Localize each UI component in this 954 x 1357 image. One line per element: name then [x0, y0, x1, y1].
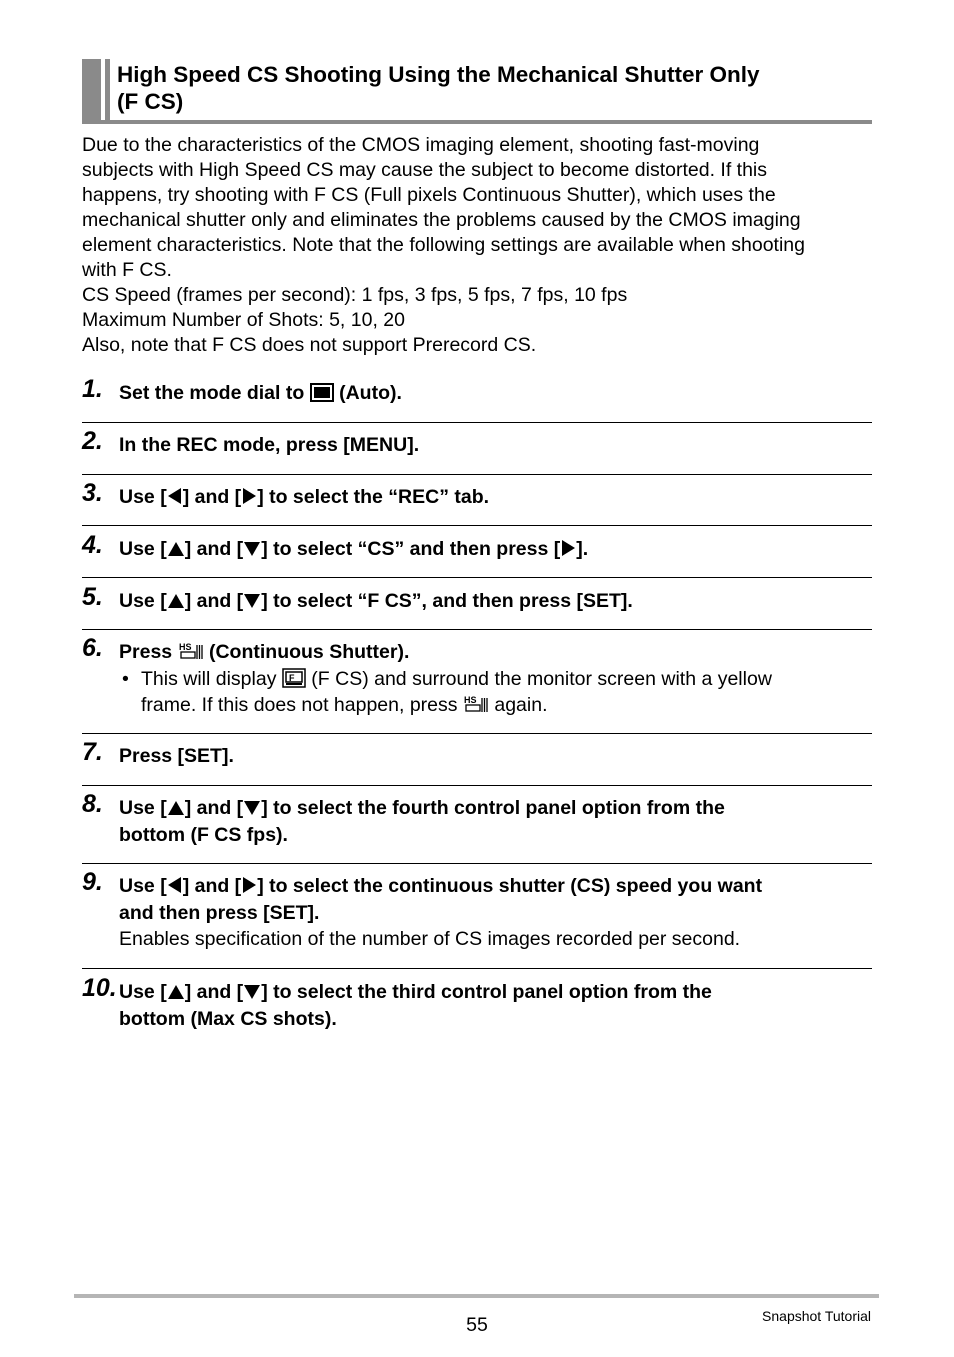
intro-line: Maximum Number of Shots: 5, 10, 20	[82, 309, 405, 331]
svg-text:HS: HS	[178, 642, 192, 652]
intro-line: CS Speed (frames per second): 1 fps, 3 fps, 5 fps, 7 fps, 10 fps	[82, 284, 628, 306]
step-text: Use [ ] and [ ] to select the “REC” tab.	[119, 486, 490, 508]
intro-line: subjects with High Speed CS may cause the subject to become distorted. If this	[82, 159, 768, 181]
step-note: Enables specification of the number of CS images recorded per second.	[119, 928, 741, 950]
down-triangle-icon	[244, 801, 260, 815]
step-number: 4.	[82, 531, 103, 559]
page-number: 55	[466, 1314, 488, 1336]
right-triangle-icon	[242, 488, 256, 504]
intro-line: Also, note that F CS does not support Prerecord CS.	[82, 334, 537, 356]
step-text: Press HS (Continuous Shutter).	[119, 641, 410, 663]
svg-text:F: F	[288, 673, 295, 683]
step-text: In the REC mode, press [MENU].	[119, 434, 420, 456]
svg-text:HS: HS	[463, 695, 477, 705]
step-text: Use [ ] and [ ] to select the third control panel option from the bottom (Max CS shots).	[119, 981, 712, 1030]
right-triangle-icon	[561, 540, 575, 556]
heading-bar-thin	[105, 59, 110, 121]
left-triangle-icon	[168, 877, 182, 893]
right-triangle-icon	[242, 877, 256, 893]
step-number: 6.	[82, 634, 103, 662]
footer-divider	[74, 1294, 879, 1298]
step-divider	[82, 968, 872, 969]
step-text: Use [ ] and [ ] to select the fourth control panel option from the bottom (F CS fps).	[119, 797, 725, 846]
step-divider	[82, 577, 872, 578]
down-triangle-icon	[244, 542, 260, 556]
step-divider	[82, 474, 872, 475]
step-number: 1.	[82, 375, 103, 403]
heading-bar-thick	[82, 59, 101, 121]
page-title: High Speed CS Shooting Using the Mechanical Shutter Only (F CS)	[117, 62, 760, 114]
up-triangle-icon	[168, 542, 184, 556]
step-divider	[82, 629, 872, 630]
left-triangle-icon	[168, 488, 182, 504]
down-triangle-icon	[244, 594, 260, 608]
up-triangle-icon	[168, 594, 184, 608]
intro-line: element characteristics. Note that the following settings are available when shooting	[82, 234, 805, 256]
step-text: Use [ ] and [ ] to select the continuous shutter (CS) speed you want and then press [SET].	[119, 875, 763, 924]
intro-text	[82, 133, 877, 358]
hs-continuous-shutter-icon	[463, 694, 489, 714]
intro-line: happens, try shooting with F CS (Full pixels Continuous Shutter), which uses the	[82, 184, 776, 206]
step-divider	[82, 733, 872, 734]
heading-underline	[82, 120, 872, 124]
auto-mode-icon	[310, 383, 334, 402]
intro-line: Due to the characteristics of the CMOS imaging element, shooting fast-moving	[82, 134, 760, 156]
step-number: 7.	[82, 738, 103, 766]
step-divider	[82, 525, 872, 526]
intro-line: mechanical shutter only and eliminates the problems caused by the CMOS imaging	[82, 209, 801, 231]
f-cs-icon	[282, 668, 306, 688]
step-number: 2.	[82, 427, 103, 455]
bullet-text: This will display F (F CS) and surround the monitor screen with a yellow frame. If this does not happen, press HS again.	[141, 668, 772, 716]
hs-continuous-shutter-icon	[178, 641, 204, 661]
step-text: Press [SET].	[119, 745, 234, 767]
step-text: Set the mode dial to (Auto).	[119, 382, 402, 404]
step-divider	[82, 785, 872, 786]
step-number: 5.	[82, 583, 103, 611]
step-number: 8.	[82, 790, 103, 818]
step-number: 3.	[82, 479, 103, 507]
section-heading	[82, 59, 872, 125]
step-text: Use [ ] and [ ] to select “CS” and then press [ ].	[119, 538, 589, 560]
step-number: 9.	[82, 868, 103, 896]
step-text: Use [ ] and [ ] to select “F CS”, and then press [SET].	[119, 590, 633, 612]
step-divider	[82, 422, 872, 423]
up-triangle-icon	[168, 985, 184, 999]
section-name: Snapshot Tutorial	[762, 1308, 871, 1324]
bullet-dot: •	[122, 668, 129, 690]
step-number: 10.	[82, 974, 117, 1002]
intro-line: with F CS.	[82, 259, 172, 281]
step-divider	[82, 863, 872, 864]
up-triangle-icon	[168, 801, 184, 815]
down-triangle-icon	[244, 985, 260, 999]
